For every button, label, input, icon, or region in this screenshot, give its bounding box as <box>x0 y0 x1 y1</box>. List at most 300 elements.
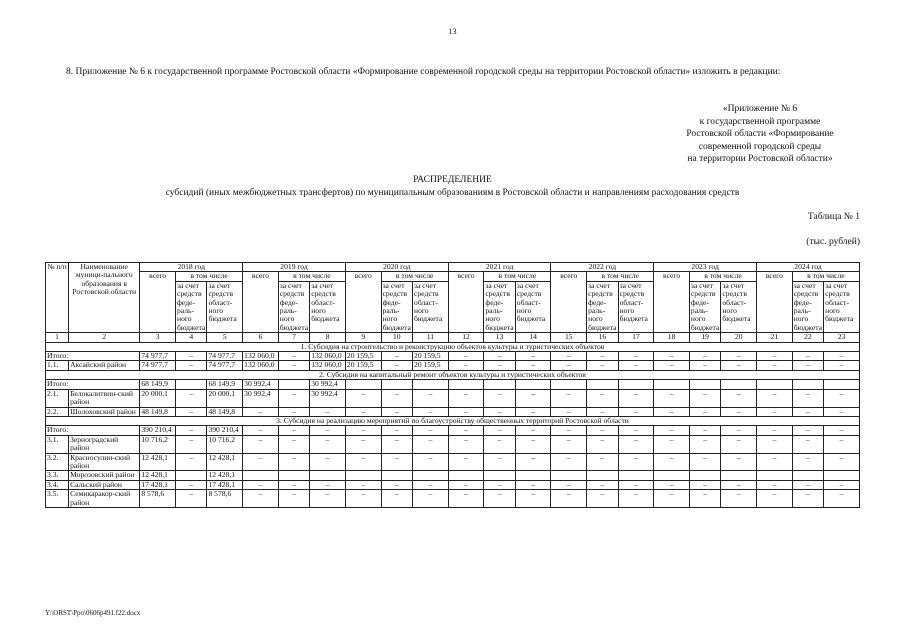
header-total: всего <box>140 272 176 333</box>
value-cell <box>310 471 346 480</box>
value-cell: 12 428,1 <box>207 471 243 480</box>
value-cell <box>413 471 449 480</box>
value-cell: 17 428,1 <box>140 480 176 489</box>
value-cell: – <box>721 361 757 370</box>
value-cell: – <box>618 352 654 361</box>
value-cell: – <box>618 435 654 453</box>
header-year: 2022 год <box>551 263 654 272</box>
value-cell: – <box>243 435 279 453</box>
value-cell: – <box>654 453 690 471</box>
appendix-line: современной городской среды <box>698 141 822 152</box>
value-cell: – <box>484 480 515 489</box>
value-cell: 132 060,0 <box>310 361 346 370</box>
header-incl: в том числе <box>278 272 345 281</box>
value-cell: – <box>792 352 823 361</box>
column-number: 13 <box>484 333 515 342</box>
column-number: 18 <box>654 333 690 342</box>
total-row <box>46 426 860 435</box>
value-cell: – <box>278 453 309 471</box>
value-cell: – <box>551 389 587 407</box>
header-incl: в том числе <box>484 272 551 281</box>
value-cell <box>551 380 587 389</box>
value-cell: 74 977,7 <box>140 361 176 370</box>
value-cell: – <box>515 352 551 361</box>
header-regional: за счет средств област-ного бюджета <box>310 281 346 332</box>
value-cell: – <box>824 426 860 435</box>
header-federal: за счет средств феде-раль-ного бюджета <box>588 280 617 332</box>
value-cell: – <box>721 352 757 361</box>
value-cell: – <box>689 480 720 489</box>
value-cell: – <box>310 435 346 453</box>
appendix-line: к государственной программе <box>699 116 821 127</box>
value-cell: – <box>824 435 860 453</box>
value-cell: – <box>381 361 412 370</box>
value-cell: – <box>721 389 757 407</box>
value-cell: – <box>345 480 381 489</box>
table-row <box>46 361 860 370</box>
value-cell: – <box>824 490 860 508</box>
value-cell: – <box>381 435 412 453</box>
header-year: 2018 год <box>140 263 243 272</box>
value-cell <box>448 380 484 389</box>
value-cell: – <box>587 426 618 435</box>
value-cell: – <box>413 407 449 416</box>
value-cell: – <box>618 453 654 471</box>
value-cell: – <box>310 407 346 416</box>
value-cell: – <box>551 361 587 370</box>
value-cell <box>484 380 515 389</box>
value-cell <box>824 471 860 480</box>
value-cell: – <box>587 453 618 471</box>
value-cell: – <box>587 361 618 370</box>
value-cell <box>618 471 654 480</box>
value-cell: 20 000,1 <box>207 389 243 407</box>
column-number: 23 <box>824 333 860 342</box>
value-cell: – <box>243 407 279 416</box>
value-cell <box>176 380 207 389</box>
value-cell: 48 149,8 <box>140 407 176 416</box>
header-year: 2024 год <box>757 263 860 272</box>
value-cell: 17 428,1 <box>207 480 243 489</box>
header-regional: за счет средств област-ного бюджета <box>515 281 551 332</box>
value-cell: – <box>654 426 690 435</box>
value-cell: – <box>654 361 690 370</box>
column-number: 11 <box>413 333 449 342</box>
header-total: всего <box>551 272 587 333</box>
value-cell: – <box>413 426 449 435</box>
value-cell: – <box>448 352 484 361</box>
value-cell: 30 992,4 <box>243 389 279 407</box>
value-cell: – <box>654 352 690 361</box>
municipality-name: Морозовский район <box>69 471 140 480</box>
value-cell: 12 428,1 <box>207 453 243 471</box>
value-cell: – <box>792 407 823 416</box>
municipality-name: Сальский район <box>69 480 140 489</box>
value-cell: – <box>278 490 309 508</box>
value-cell: – <box>484 407 515 416</box>
value-cell: – <box>824 480 860 489</box>
value-cell: 20 000,1 <box>140 389 176 407</box>
value-cell: 74 977,7 <box>207 352 243 361</box>
municipality-name: Семикаракор-ский район <box>69 490 140 508</box>
value-cell: – <box>448 361 484 370</box>
table-row <box>46 407 860 416</box>
column-number: 19 <box>689 333 720 342</box>
value-cell: 48 149,8 <box>207 407 243 416</box>
value-cell: – <box>618 426 654 435</box>
value-cell: – <box>721 426 757 435</box>
column-number: 5 <box>207 333 243 342</box>
value-cell: 20 159,5 <box>413 361 449 370</box>
value-cell: – <box>278 407 309 416</box>
header-total: всего <box>757 272 793 333</box>
value-cell: – <box>381 426 412 435</box>
value-cell: – <box>792 453 823 471</box>
row-number: 1.1. <box>46 361 69 370</box>
value-cell: – <box>618 361 654 370</box>
appendix-line: на территории Ростовской области» <box>687 154 833 164</box>
value-cell: – <box>345 426 381 435</box>
value-cell: – <box>413 435 449 453</box>
value-cell: – <box>757 435 793 453</box>
file-path-footer: Y:\ORST\Ppo\0606p491.f22.docx <box>45 609 141 617</box>
column-number: 15 <box>551 333 587 342</box>
value-cell: – <box>484 490 515 508</box>
section-title: 2. Субсидия на капитальный ремонт объектов культуры и туристических объектов <box>46 370 860 379</box>
value-cell <box>792 471 823 480</box>
appendix-line: «Приложение № 6 <box>722 104 798 114</box>
value-cell <box>792 380 823 389</box>
header-year: 2021 год <box>448 263 551 272</box>
value-cell: – <box>757 480 793 489</box>
value-cell <box>618 380 654 389</box>
header-federal: за счет средств феде-раль-ного бюджета <box>793 280 823 332</box>
value-cell: – <box>484 426 515 435</box>
value-cell: – <box>689 361 720 370</box>
value-cell: – <box>824 352 860 361</box>
value-cell <box>278 471 309 480</box>
value-cell: – <box>448 453 484 471</box>
value-cell: – <box>448 480 484 489</box>
value-cell: – <box>721 407 757 416</box>
document-title: РАСПРЕДЕЛЕНИЕ <box>413 175 492 185</box>
value-cell: – <box>310 453 346 471</box>
total-label: Итого: <box>46 380 140 389</box>
column-number: 21 <box>757 333 793 342</box>
value-cell <box>515 380 551 389</box>
value-cell: – <box>345 389 381 407</box>
value-cell: – <box>176 490 207 508</box>
header-incl: в том числе <box>792 272 859 281</box>
value-cell <box>345 471 381 480</box>
value-cell: – <box>176 361 207 370</box>
value-cell: 132 060,0 <box>243 361 279 370</box>
value-cell: – <box>689 407 720 416</box>
column-number: 20 <box>721 333 757 342</box>
value-cell <box>587 380 618 389</box>
value-cell <box>551 471 587 480</box>
municipality-name: Шолоховский район <box>69 407 140 416</box>
header-incl: в том числе <box>176 272 243 281</box>
value-cell: 30 992,4 <box>243 380 279 389</box>
value-cell: 20 159,5 <box>345 352 381 361</box>
table-row <box>46 389 860 407</box>
value-cell: – <box>721 490 757 508</box>
value-cell: – <box>792 435 823 453</box>
value-cell: – <box>515 490 551 508</box>
value-cell: – <box>689 352 720 361</box>
value-cell: – <box>448 407 484 416</box>
value-cell <box>278 380 309 389</box>
value-cell: – <box>721 453 757 471</box>
header-year: 2023 год <box>654 263 757 272</box>
value-cell: – <box>618 480 654 489</box>
value-cell: – <box>278 435 309 453</box>
value-cell: – <box>484 352 515 361</box>
value-cell: – <box>757 453 793 471</box>
row-number: 2.1. <box>46 389 69 407</box>
header-year: 2019 год <box>243 263 346 272</box>
value-cell: – <box>484 361 515 370</box>
header-total: всего <box>654 272 690 333</box>
total-label: Итого: <box>46 426 140 435</box>
value-cell: – <box>792 490 823 508</box>
value-cell <box>689 380 720 389</box>
header-regional: за счет средств област-ного бюджета <box>824 281 860 332</box>
value-cell: – <box>721 435 757 453</box>
value-cell: – <box>381 389 412 407</box>
value-cell: – <box>278 426 309 435</box>
value-cell: – <box>515 389 551 407</box>
value-cell <box>484 471 515 480</box>
value-cell: 74 977,7 <box>207 361 243 370</box>
value-cell: – <box>515 407 551 416</box>
column-number: 10 <box>381 333 412 342</box>
municipality-name: Красносулин-ский район <box>69 453 140 471</box>
column-number: 8 <box>310 333 346 342</box>
header-regional: за счет средств област-ного бюджета <box>721 281 757 332</box>
value-cell: 30 992,4 <box>310 380 346 389</box>
header-federal: за счет средств феде-раль-ного бюджета <box>382 280 411 332</box>
value-cell: – <box>654 480 690 489</box>
value-cell: – <box>551 407 587 416</box>
value-cell: – <box>176 480 207 489</box>
value-cell: – <box>515 453 551 471</box>
value-cell: – <box>176 352 207 361</box>
value-cell: – <box>587 407 618 416</box>
value-cell: – <box>587 352 618 361</box>
value-cell: 20 159,5 <box>413 352 449 361</box>
value-cell: 8 578,6 <box>140 490 176 508</box>
value-cell: 132 060,0 <box>310 352 346 361</box>
value-cell <box>824 380 860 389</box>
value-cell: – <box>278 361 309 370</box>
value-cell <box>176 471 207 480</box>
value-cell: 8 578,6 <box>207 490 243 508</box>
value-cell: – <box>310 426 346 435</box>
value-cell: – <box>618 407 654 416</box>
row-number: 3.1. <box>46 435 69 453</box>
column-number: 7 <box>278 333 309 342</box>
value-cell: – <box>515 361 551 370</box>
value-cell: – <box>176 389 207 407</box>
section-title: 1. Субсидия на строительство и реконструкцию объектов культуры и туристических объектов <box>46 342 860 351</box>
value-cell: 10 716,2 <box>140 435 176 453</box>
value-cell: – <box>310 480 346 489</box>
value-cell: 12 428,1 <box>140 453 176 471</box>
value-cell: – <box>243 426 279 435</box>
value-cell <box>587 471 618 480</box>
value-cell: – <box>792 480 823 489</box>
header-incl: в том числе <box>381 272 448 281</box>
value-cell: – <box>551 352 587 361</box>
value-cell: – <box>551 480 587 489</box>
column-number: 2 <box>69 333 140 342</box>
value-cell: – <box>721 480 757 489</box>
value-cell: 20 159,5 <box>345 361 381 370</box>
value-cell: – <box>176 453 207 471</box>
row-number: 3.3. <box>46 471 69 480</box>
header-year: 2020 год <box>345 263 448 272</box>
value-cell: – <box>587 490 618 508</box>
value-cell: 30 992,4 <box>310 389 346 407</box>
value-cell: – <box>587 480 618 489</box>
value-cell: – <box>345 407 381 416</box>
value-cell: – <box>381 490 412 508</box>
value-cell: – <box>484 389 515 407</box>
distribution-table <box>45 262 860 508</box>
value-cell: – <box>484 453 515 471</box>
value-cell: – <box>654 407 690 416</box>
table-row <box>46 490 860 508</box>
column-number: 14 <box>515 333 551 342</box>
value-cell: – <box>345 490 381 508</box>
value-cell: – <box>381 407 412 416</box>
row-number: 3.2. <box>46 453 69 471</box>
intro-paragraph: 8. Приложение № 6 к государственной программе Ростовской области «Формирование современной городской среды на территории Ростовской области» изложить в редакции: <box>66 67 781 77</box>
value-cell: – <box>618 490 654 508</box>
value-cell: 74 977,7 <box>140 352 176 361</box>
table-row <box>46 453 860 471</box>
value-cell: – <box>824 361 860 370</box>
value-cell: – <box>689 426 720 435</box>
value-cell: 390 210,4 <box>140 426 176 435</box>
table-body <box>46 342 860 507</box>
value-cell: – <box>484 435 515 453</box>
value-cell: – <box>618 389 654 407</box>
value-cell: – <box>757 389 793 407</box>
appendix-line: Ростовской области «Формирование <box>686 129 834 139</box>
value-cell: – <box>310 490 346 508</box>
header-incl: в том числе <box>587 272 654 281</box>
value-cell <box>721 380 757 389</box>
column-number: 9 <box>345 333 381 342</box>
value-cell <box>381 471 412 480</box>
value-cell: – <box>551 490 587 508</box>
header-total: всего <box>243 272 279 333</box>
header-federal: за счет средств феде-раль-ного бюджета <box>279 280 309 332</box>
value-cell: – <box>792 361 823 370</box>
value-cell: – <box>587 389 618 407</box>
municipality-name: Белокалитвин-ский район <box>69 389 140 407</box>
column-number: 22 <box>792 333 823 342</box>
value-cell: 390 210,4 <box>207 426 243 435</box>
column-number: 1 <box>46 333 69 342</box>
row-number: 3.4. <box>46 480 69 489</box>
value-cell: – <box>654 435 690 453</box>
value-cell: – <box>757 361 793 370</box>
value-cell <box>345 380 381 389</box>
value-cell: – <box>757 352 793 361</box>
value-cell: 132 060,0 <box>243 352 279 361</box>
value-cell: – <box>176 435 207 453</box>
column-number: 4 <box>176 333 207 342</box>
value-cell <box>757 471 793 480</box>
value-cell: – <box>345 435 381 453</box>
value-cell: – <box>345 453 381 471</box>
value-cell: – <box>413 453 449 471</box>
value-cell: – <box>243 480 279 489</box>
value-cell: – <box>757 490 793 508</box>
column-number: 12 <box>448 333 484 342</box>
units-label: (тыс. рублей) <box>806 237 860 247</box>
value-cell: – <box>413 389 449 407</box>
header-no: № п/п <box>46 263 69 333</box>
value-cell: – <box>243 453 279 471</box>
value-cell: – <box>413 480 449 489</box>
total-row <box>46 380 860 389</box>
value-cell: – <box>824 407 860 416</box>
value-cell: – <box>757 426 793 435</box>
value-cell: – <box>176 407 207 416</box>
value-cell <box>689 471 720 480</box>
value-cell: – <box>757 407 793 416</box>
value-cell <box>721 471 757 480</box>
value-cell: 12 428,1 <box>140 471 176 480</box>
value-cell: – <box>587 435 618 453</box>
column-number: 3 <box>140 333 176 342</box>
value-cell: – <box>824 453 860 471</box>
value-cell: – <box>243 490 279 508</box>
header-regional: за счет средств област-ного бюджета <box>618 281 654 332</box>
value-cell: – <box>381 453 412 471</box>
value-cell: – <box>654 389 690 407</box>
value-cell: – <box>551 453 587 471</box>
value-cell: – <box>448 389 484 407</box>
table-header <box>46 263 860 343</box>
value-cell: – <box>792 389 823 407</box>
column-number: 6 <box>243 333 279 342</box>
page-number: 13 <box>448 27 457 36</box>
municipality-name: Зерноградский район <box>69 435 140 453</box>
value-cell <box>448 471 484 480</box>
total-label: Итого: <box>46 352 140 361</box>
header-incl: в том числе <box>689 272 756 281</box>
value-cell: 68 149,9 <box>207 380 243 389</box>
value-cell: – <box>278 352 309 361</box>
value-cell: – <box>381 480 412 489</box>
value-cell: 68 149,9 <box>140 380 176 389</box>
value-cell <box>654 471 690 480</box>
row-number: 2.2. <box>46 407 69 416</box>
value-cell: 10 716,2 <box>207 435 243 453</box>
header-name: Наименование муници-пального образования в Ростовской области <box>69 263 140 333</box>
value-cell: – <box>176 426 207 435</box>
value-cell: – <box>278 480 309 489</box>
value-cell: – <box>689 453 720 471</box>
header-federal: за счет средств феде-раль-ного бюджета <box>485 280 514 332</box>
table-number: Таблица № 1 <box>807 212 860 222</box>
